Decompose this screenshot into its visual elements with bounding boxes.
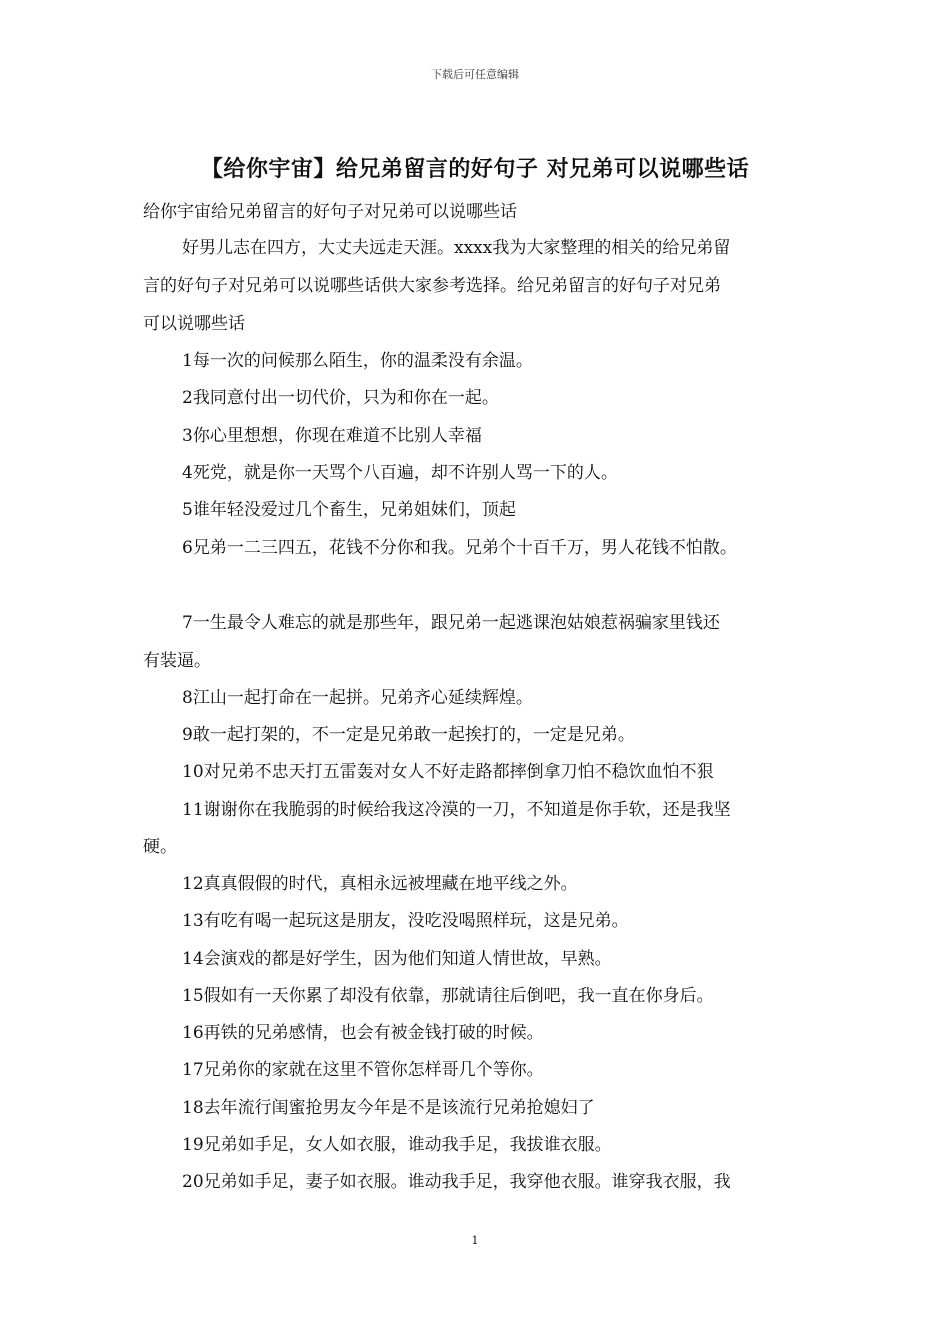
list-item: 19兄弟如手足，女人如衣服，谁动我手足，我拔谁衣服。: [182, 1135, 612, 1155]
list-item: 14会演戏的都是好学生，因为他们知道人情世故，早熟。: [182, 949, 612, 969]
intro-line: 可以说哪些话: [143, 314, 245, 334]
intro-line: 好男儿志在四方，大丈夫远走天涯。xxxx我为大家整理的相关的给兄弟留: [182, 238, 731, 258]
list-item: 9敢一起打架的，不一定是兄弟敢一起挨打的，一定是兄弟。: [182, 725, 635, 745]
list-item: 5谁年轻没爱过几个畜生，兄弟姐妹们，顶起: [182, 500, 516, 520]
list-item: 7一生最令人难忘的就是那些年，跟兄弟一起逃课泡姑娘惹祸骗家里钱还: [182, 613, 720, 633]
list-item-continuation: 有装逼。: [143, 651, 211, 671]
list-item: 17兄弟你的家就在这里不管你怎样哥几个等你。: [182, 1060, 544, 1080]
list-item: 4死党，就是你一天骂个八百遍，却不许别人骂一下的人。: [182, 463, 618, 483]
list-item: 8江山一起打命在一起拼。兄弟齐心延续辉煌。: [182, 688, 533, 708]
list-item: 3你心里想想，你现在难道不比别人幸福: [182, 426, 482, 446]
list-item: 20兄弟如手足，妻子如衣服。谁动我手足，我穿他衣服。谁穿我衣服，我: [182, 1172, 731, 1192]
page-number: 1: [471, 1234, 479, 1247]
intro-line: 言的好句子对兄弟可以说哪些话供大家参考选择。给兄弟留言的好句子对兄弟: [143, 276, 721, 296]
subtitle: 给你宇宙给兄弟留言的好句子对兄弟可以说哪些话: [143, 202, 517, 222]
list-item: 6兄弟一二三四五，花钱不分你和我。兄弟个十百千万，男人花钱不怕散。: [182, 538, 737, 558]
list-item: 15假如有一天你累了却没有依靠，那就请往后倒吧，我一直在你身后。: [182, 986, 714, 1006]
list-item: 18去年流行闺蜜抢男友今年是不是该流行兄弟抢媳妇了: [182, 1098, 595, 1118]
document-title: 【给你宇宙】给兄弟留言的好句子 对兄弟可以说哪些话: [200, 157, 750, 182]
page-header-note: 下载后可任意编辑: [431, 68, 519, 81]
list-item-continuation: 硬。: [143, 837, 177, 857]
list-item: 16再铁的兄弟感情，也会有被金钱打破的时候。: [182, 1023, 544, 1043]
list-item: 1每一次的问候那么陌生，你的温柔没有余温。: [182, 351, 533, 371]
list-item: 11谢谢你在我脆弱的时候给我这冷漠的一刀，不知道是你手软，还是我坚: [182, 800, 731, 820]
list-item: 13有吃有喝一起玩这是朋友，没吃没喝照样玩，这是兄弟。: [182, 911, 629, 931]
list-item: 10对兄弟不忠天打五雷轰对女人不好走路都摔倒拿刀怕不稳饮血怕不狠: [182, 762, 714, 782]
list-item: 12真真假假的时代，真相永远被埋藏在地平线之外。: [182, 874, 578, 894]
list-item: 2我同意付出一切代价，只为和你在一起。: [182, 388, 499, 408]
